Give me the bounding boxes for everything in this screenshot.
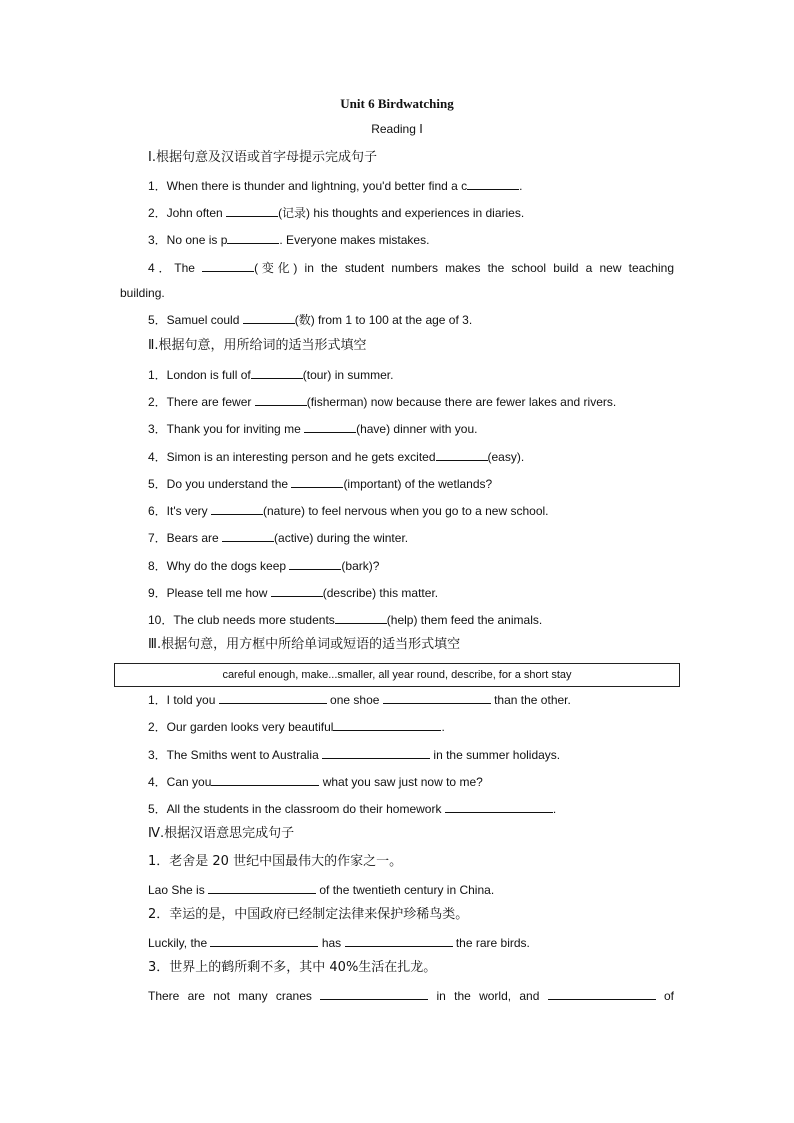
question-text: 5．Samuel could — [148, 313, 243, 327]
answer-blank[interactable] — [548, 987, 656, 1000]
question-text: There are not many cranes — [148, 989, 321, 1003]
answer-blank[interactable] — [222, 529, 274, 542]
sec1-question-4-continued: building. — [120, 286, 165, 300]
answer-blank[interactable] — [322, 746, 430, 759]
question-text: (easy). — [487, 450, 525, 464]
answer-blank[interactable] — [226, 204, 278, 217]
question-text: 1．When there is thunder and lightning, you'd better find a c — [148, 179, 468, 193]
sec3-question-1 — [148, 691, 571, 708]
question-text: 9．Please tell me how — [148, 586, 271, 600]
question-text: than the other. — [490, 693, 571, 707]
question-text: (important) of the wetlands? — [343, 477, 493, 491]
question-text: 6．It's very — [148, 504, 211, 518]
page-title: Unit 6 Birdwatching — [340, 96, 454, 111]
section-4-heading: Ⅳ.根据汉语意思完成句子 — [148, 826, 295, 841]
answer-blank[interactable] — [211, 773, 319, 786]
sec2-question-2 — [148, 393, 616, 410]
answer-blank[interactable] — [289, 557, 341, 570]
question-text: 3．The Smiths went to Australia — [148, 748, 323, 762]
question-text: 2．There are fewer — [148, 395, 255, 409]
question-text: 3．Thank you for inviting me — [148, 422, 305, 436]
question-text: (变化) in the student numbers makes the school build a new teaching — [254, 261, 674, 275]
question-text: of — [655, 989, 675, 1003]
question-text: 4．The — [148, 261, 203, 275]
question-text: Lao She is — [148, 883, 209, 897]
sec2-question-1 — [148, 366, 393, 383]
question-text: 2．Our garden looks very beautiful — [148, 720, 334, 734]
sec4-question-1 — [148, 881, 494, 898]
sec3-question-5 — [148, 800, 556, 817]
word-bank-box: careful enough, make...smaller, all year round, describe, for a short stay — [114, 663, 680, 687]
sec4-question-2 — [148, 934, 530, 951]
sec2-question-6 — [148, 502, 549, 519]
answer-blank[interactable] — [255, 393, 307, 406]
sec1-question-5 — [148, 311, 472, 328]
answer-blank[interactable] — [291, 475, 343, 488]
question-text: 3．No one is p — [148, 233, 228, 247]
question-text: . Everyone makes mistakes. — [279, 233, 430, 247]
section-3-heading: Ⅲ.根据句意，用方框中所给单词或短语的适当形式填空 — [148, 637, 461, 652]
sec4-question-3-chinese: 3．世界上的鹤所剩不多，其中 40%生活在扎龙。 — [148, 960, 437, 975]
answer-blank[interactable] — [251, 366, 303, 379]
question-text: 7．Bears are — [148, 531, 223, 545]
question-text: 10．The club needs more students — [148, 613, 335, 627]
answer-blank[interactable] — [335, 611, 387, 624]
question-text: . — [552, 802, 557, 816]
answer-blank[interactable] — [467, 177, 519, 190]
question-text: the rare birds. — [452, 936, 530, 950]
sec2-question-8 — [148, 557, 379, 574]
question-text: 4．Can you — [148, 775, 212, 789]
question-text: (describe) this matter. — [322, 586, 439, 600]
question-text: 8．Why do the dogs keep — [148, 559, 290, 573]
answer-blank[interactable] — [345, 934, 453, 947]
question-text: (bark)? — [341, 559, 380, 573]
question-text: (help) them feed the animals. — [386, 613, 543, 627]
answer-blank[interactable] — [243, 311, 295, 324]
answer-blank[interactable] — [271, 584, 323, 597]
sec2-question-9 — [148, 584, 438, 601]
answer-blank[interactable] — [304, 420, 356, 433]
question-text: what you saw just now to me? — [319, 775, 483, 789]
answer-blank[interactable] — [208, 881, 316, 894]
question-text: in the world, and — [428, 989, 548, 1003]
sec3-question-4 — [148, 773, 483, 790]
question-text: of the twentieth century in China. — [316, 883, 495, 897]
question-text: 4．Simon is an interesting person and he gets excited — [148, 450, 436, 464]
answer-blank[interactable] — [445, 800, 553, 813]
section-1-heading: Ⅰ.根据句意及汉语或首字母提示完成句子 — [148, 150, 377, 165]
answer-blank[interactable] — [210, 934, 318, 947]
sec2-question-7 — [148, 529, 408, 546]
question-text: 1．I told you — [148, 693, 219, 707]
answer-blank[interactable] — [211, 502, 263, 515]
sec1-question-3 — [148, 231, 429, 248]
question-text: 1．London is full of — [148, 368, 251, 382]
answer-blank[interactable] — [202, 259, 254, 272]
sec4-question-1-chinese: 1．老舍是 20 世纪中国最伟大的作家之一。 — [148, 854, 403, 869]
sec2-question-5 — [148, 475, 492, 492]
sec4-question-3 — [148, 987, 674, 1004]
question-text: (数) from 1 to 100 at the age of 3. — [294, 313, 473, 327]
answer-blank[interactable] — [227, 231, 279, 244]
sec3-question-2 — [148, 718, 445, 735]
sec1-question-2 — [148, 204, 524, 221]
question-text: one shoe — [326, 693, 383, 707]
page-subtitle: Reading Ⅰ — [371, 122, 423, 136]
question-text: (fisherman) now because there are fewer lakes and rivers. — [306, 395, 617, 409]
sec1-question-1 — [148, 177, 523, 194]
question-text: (nature) to feel nervous when you go to a new school. — [262, 504, 549, 518]
answer-blank[interactable] — [320, 987, 428, 1000]
question-text: in the summer holidays. — [430, 748, 561, 762]
question-text: 5．Do you understand the — [148, 477, 292, 491]
sec2-question-4 — [148, 448, 524, 465]
sec2-question-3 — [148, 420, 477, 437]
question-text: (记录) his thoughts and experiences in diaries. — [278, 206, 525, 220]
sec1-question-4 — [148, 259, 674, 276]
question-text: 2．John often — [148, 206, 227, 220]
sec4-question-2-chinese: 2．幸运的是，中国政府已经制定法律来保护珍稀鸟类。 — [148, 907, 469, 922]
answer-blank[interactable] — [383, 691, 491, 704]
answer-blank[interactable] — [333, 718, 441, 731]
question-text: . — [441, 720, 445, 734]
question-text: 5．All the students in the classroom do their homework — [148, 802, 445, 816]
question-text: . — [519, 179, 523, 193]
question-text: (active) during the winter. — [274, 531, 409, 545]
question-text: has — [318, 936, 345, 950]
answer-blank[interactable] — [219, 691, 327, 704]
question-text: (tour) in summer. — [302, 368, 394, 382]
sec2-question-10 — [148, 611, 542, 628]
sec3-question-3 — [148, 746, 560, 763]
question-text: Luckily, the — [148, 936, 211, 950]
question-text: (have) dinner with you. — [356, 422, 478, 436]
section-2-heading: Ⅱ.根据句意，用所给词的适当形式填空 — [148, 338, 367, 353]
answer-blank[interactable] — [436, 448, 488, 461]
